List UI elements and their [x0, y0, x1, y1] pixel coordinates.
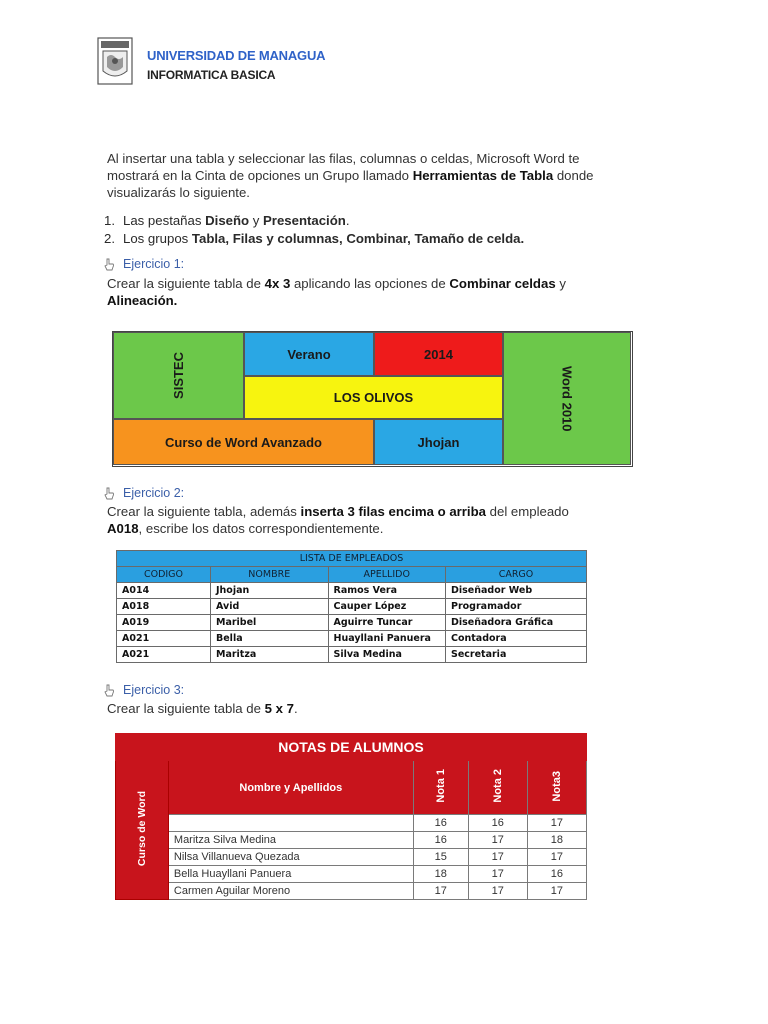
column-header: NOMBRE [211, 567, 329, 583]
column-header: APELLIDO [328, 567, 446, 583]
grades-table [115, 733, 587, 900]
exercise-label: Ejercicio 1: [123, 257, 185, 271]
ex-bold: 5 x 7 [264, 701, 294, 716]
table-cell: A014 [117, 583, 211, 599]
grade-cell: 16 [413, 815, 468, 832]
table-row [117, 599, 587, 615]
intro-text: Al insertar una tabla y seleccionar las filas, columnas o celdas, Microsoft Word te mostrará en la Cinta de opciones un Grupo llamado [107, 151, 580, 183]
ex-text: . [293, 701, 298, 716]
cell-text: Jhojan [417, 434, 460, 450]
cell-verano [244, 332, 374, 376]
ex-text: del empleado [485, 504, 569, 519]
cell-year [374, 332, 503, 376]
exercise-2-description [107, 503, 607, 537]
list-bold: Tabla, Filas y columnas, Combinar, Tamaño de celda. [191, 231, 525, 246]
list-text: Las pestañas [123, 213, 206, 228]
course-side-header [116, 761, 169, 900]
table-row [116, 832, 587, 849]
cell-text: Verano [287, 346, 331, 362]
ex-text: aplicando las opciones de [290, 276, 450, 291]
ex-text: Crear la siguiente tabla de [107, 276, 265, 291]
list-item [104, 230, 624, 248]
side-text: Curso de Word [135, 790, 148, 867]
table-cell: Diseñador Web [446, 583, 587, 599]
hand-pointer-icon [103, 487, 115, 500]
table-cell: A021 [117, 647, 211, 663]
table-cell: Programador [446, 599, 587, 615]
ex-bold: 4x 3 [264, 276, 291, 291]
grade-cell: 17 [468, 832, 527, 849]
ex-text: y [555, 276, 566, 291]
column-header: CARGO [446, 567, 587, 583]
table-row [117, 647, 587, 663]
table-cell: Jhojan [211, 583, 329, 599]
table-row [117, 583, 587, 599]
cell-text: Curso de Word Avanzado [165, 434, 322, 450]
table-row [117, 615, 587, 631]
nota-text: Nota 1 [434, 769, 447, 803]
hand-pointer-icon [103, 684, 115, 697]
list-number: 1. [104, 213, 115, 228]
cell-word-2010 [503, 332, 631, 465]
table-cell: Aguirre Tuncar [328, 615, 446, 631]
grade-cell: 17 [413, 883, 468, 900]
grade-cell: 16 [527, 866, 586, 883]
grade-cell: 16 [413, 832, 468, 849]
exercise-label: Ejercicio 2: [123, 486, 185, 500]
table-cell: Ramos Vera [328, 583, 446, 599]
nota-3-header [527, 761, 586, 815]
university-name: UNIVERSIDAD DE MANAGUA [147, 48, 326, 63]
employees-table-title: LISTA DE EMPLEADOS [117, 551, 587, 567]
list-item [104, 212, 624, 230]
grade-cell: 18 [413, 866, 468, 883]
table-row [116, 883, 587, 900]
cell-los-olivos [244, 376, 503, 419]
grade-cell: 17 [527, 883, 586, 900]
grade-cell: 15 [413, 849, 468, 866]
list-text: . [345, 213, 350, 228]
table-cell: Secretaria [446, 647, 587, 663]
hand-pointer-icon [103, 258, 115, 271]
cell-sistec [113, 332, 244, 419]
table-cell: Bella [211, 631, 329, 647]
exercise-1-title [103, 257, 184, 271]
cell-text: LOS OLIVOS [333, 390, 414, 405]
table-row [116, 815, 587, 832]
cell-text: Word 2010 [559, 365, 575, 432]
student-name: Maritza Silva Medina [168, 832, 413, 849]
list-bold: Diseño [205, 213, 250, 228]
table-cell: Contadora [446, 631, 587, 647]
cell-jhojan [374, 419, 503, 465]
course-name: INFORMATICA BASICA [147, 68, 276, 82]
grades-table-title: NOTAS DE ALUMNOS [116, 734, 587, 761]
exercise-3-title [103, 683, 184, 697]
table-row [117, 631, 587, 647]
table-row [116, 849, 587, 866]
exercise-2-title [103, 486, 184, 500]
list-number: 2. [104, 231, 115, 246]
grade-cell: 17 [468, 866, 527, 883]
cell-text: 2014 [424, 346, 453, 362]
nota-2-header [468, 761, 527, 815]
intro-paragraph [107, 150, 607, 201]
list-text: y [249, 213, 264, 228]
list-text: Los grupos [123, 231, 192, 246]
table-cell: A018 [117, 599, 211, 615]
grade-cell: 17 [527, 849, 586, 866]
name-header: Nombre y Apellidos [168, 761, 413, 815]
table-cell: Cauper López [328, 599, 446, 615]
grade-cell: 17 [468, 849, 527, 866]
grade-cell: 17 [468, 883, 527, 900]
numbered-list [104, 212, 624, 248]
nota-text: Nota 2 [491, 769, 504, 803]
student-name [168, 815, 413, 832]
ex-bold: Combinar celdas [449, 276, 556, 291]
cell-curso [113, 419, 374, 465]
table-cell: Huayllani Panuera [328, 631, 446, 647]
merged-cells-table [112, 331, 633, 467]
exercise-label: Ejercicio 3: [123, 683, 185, 697]
grade-cell: 16 [468, 815, 527, 832]
ex-text: Crear la siguiente tabla de [107, 701, 265, 716]
column-header: CODIGO [117, 567, 211, 583]
ex-bold: A018 [107, 521, 139, 536]
table-cell: Silva Medina [328, 647, 446, 663]
table-cell: Diseñadora Gráfica [446, 615, 587, 631]
student-name: Carmen Aguilar Moreno [168, 883, 413, 900]
exercise-1-description [107, 275, 607, 309]
grade-cell: 18 [527, 832, 586, 849]
ex-text: Crear la siguiente tabla, además [107, 504, 301, 519]
cell-text: SISTEC [171, 352, 186, 399]
exercise-3-description [107, 700, 607, 717]
intro-bold: Herramientas de Tabla [412, 168, 554, 183]
ex-bold: Alineación. [107, 293, 178, 308]
student-name: Bella Huayllani Panuera [168, 866, 413, 883]
ex-text: , escribe los datos correspondientemente. [138, 521, 384, 536]
table-row [116, 866, 587, 883]
ex-bold: inserta 3 filas encima o arriba [300, 504, 486, 519]
list-bold: Presentación [263, 213, 346, 228]
table-cell: Maribel [211, 615, 329, 631]
employees-table [116, 550, 587, 663]
table-cell: Maritza [211, 647, 329, 663]
university-seal-icon [97, 37, 133, 85]
grade-cell: 17 [527, 815, 586, 832]
student-name: Nilsa Villanueva Quezada [168, 849, 413, 866]
table-cell: A019 [117, 615, 211, 631]
nota-text: Nota3 [550, 770, 563, 802]
intro-text-end: donde visualizarás lo siguiente. [107, 168, 594, 200]
nota-1-header [413, 761, 468, 815]
table-cell: Avid [211, 599, 329, 615]
table-cell: A021 [117, 631, 211, 647]
